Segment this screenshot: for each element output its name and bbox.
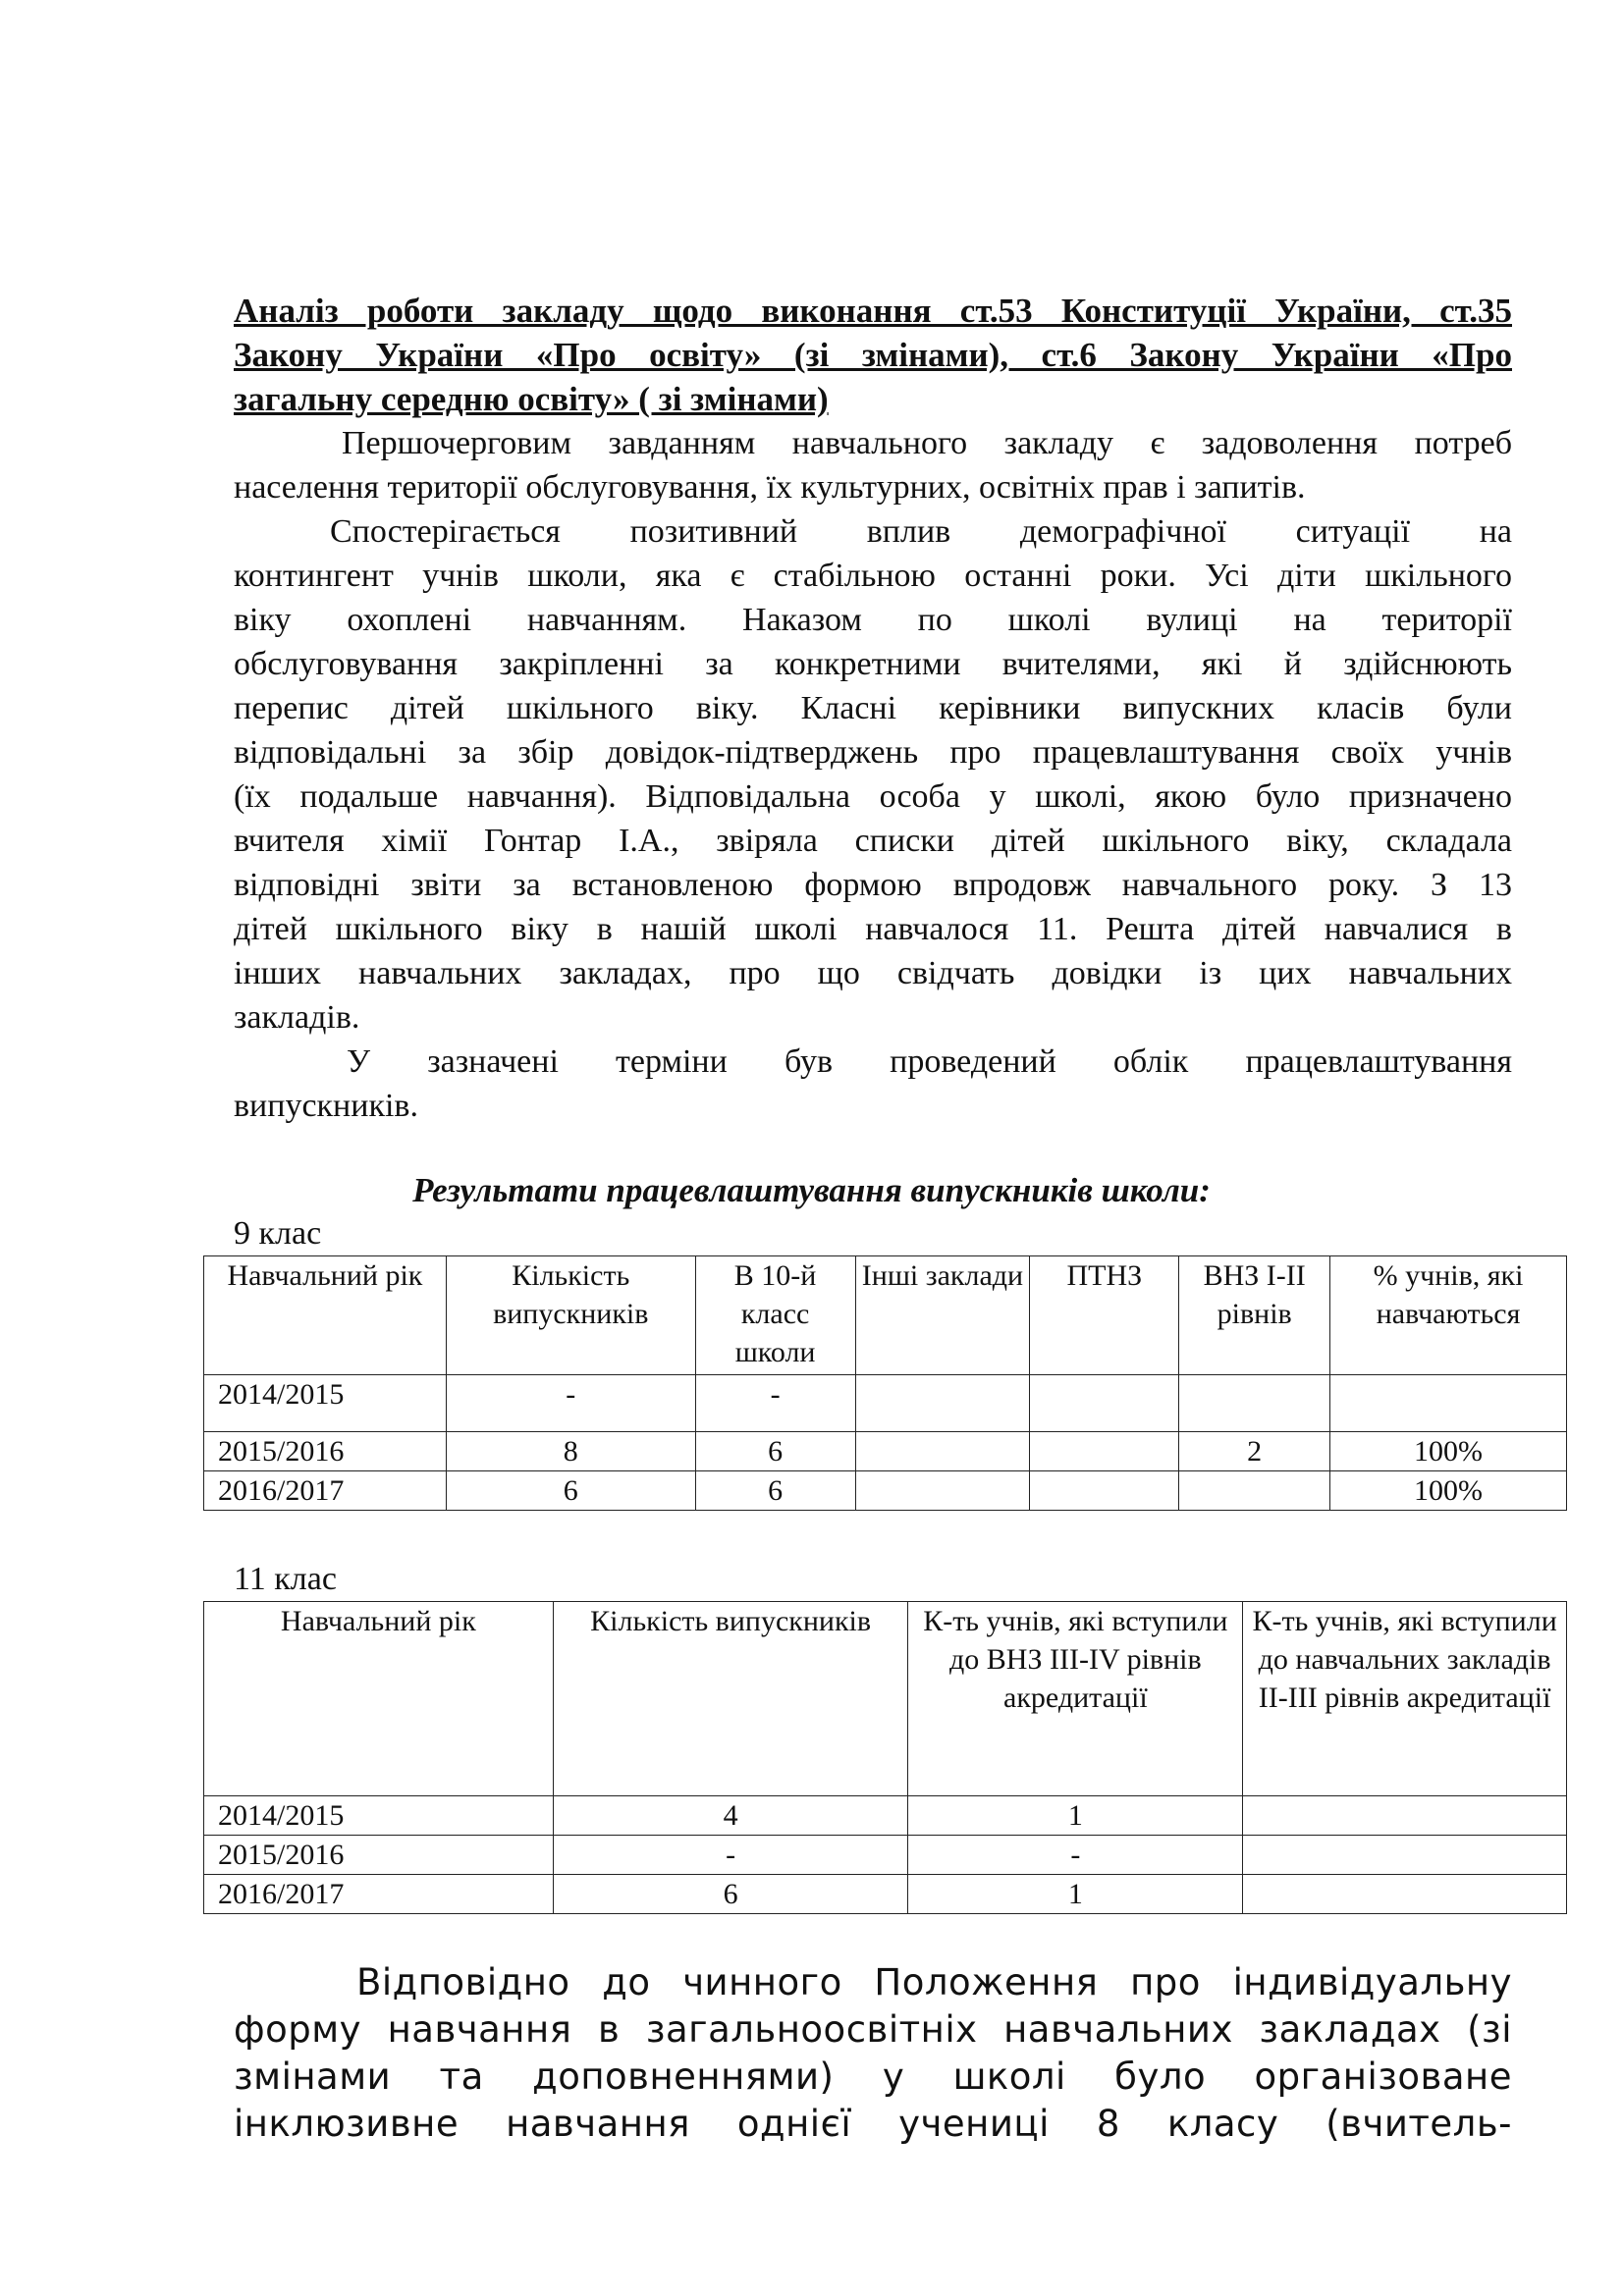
table-cell bbox=[1179, 1375, 1330, 1432]
text-line: відповідальні за збір довідок-підтверджень про працевлаштування своїх учнів bbox=[234, 734, 1512, 771]
table-cell: 2016/2017 bbox=[204, 1875, 554, 1914]
text-line: форму навчання в загальноосвітніх навчальних закладах (зі bbox=[234, 2008, 1512, 2051]
paragraph-2 bbox=[234, 509, 1512, 1040]
results-caption: Результати працевлаштування випускників школи: bbox=[412, 1171, 1211, 1209]
paragraph-3 bbox=[234, 1040, 1512, 1128]
header-cell: Навчальний рік bbox=[204, 1256, 447, 1375]
table-row bbox=[204, 1432, 1567, 1471]
table-cell: - bbox=[446, 1375, 695, 1432]
table-cell bbox=[1030, 1432, 1179, 1471]
text-line: відповідні звіти за встановленою формою впродовж навчального року. З 13 bbox=[234, 867, 1512, 903]
table-cell: 1 bbox=[908, 1796, 1243, 1836]
table-row bbox=[204, 1875, 1567, 1914]
text-line: інших навчальних закладах, про що свідчать довідки із цих навчальних bbox=[234, 955, 1512, 991]
table-cell: 6 bbox=[695, 1471, 855, 1511]
table-cell bbox=[855, 1471, 1030, 1511]
table-cell: - bbox=[908, 1836, 1243, 1875]
table-header-row bbox=[204, 1256, 1567, 1375]
table-11-label: 11 клас bbox=[234, 1561, 337, 1597]
header-cell: ПТНЗ bbox=[1030, 1256, 1179, 1375]
text-line: Відповідно до чинного Положення про індивідуальну bbox=[356, 1961, 1512, 2003]
table-cell: 100% bbox=[1330, 1432, 1567, 1471]
text-line: населення території обслуговування, їх культурних, освітніх прав і запитів. bbox=[234, 469, 1306, 506]
table-cell: 1 bbox=[908, 1875, 1243, 1914]
text-line: закладів. bbox=[234, 999, 360, 1036]
header-cell: Кількість випускників bbox=[553, 1602, 908, 1796]
section-heading bbox=[234, 289, 1512, 421]
text-line: Першочерговим завданням навчального закладу є задоволення потреб bbox=[342, 425, 1512, 461]
table-row bbox=[204, 1375, 1567, 1432]
header-cell: К-ть учнів, які вступили до навчальних закладів ІІ-ІІІ рівнів акредитації bbox=[1243, 1602, 1567, 1796]
text-line: випускників. bbox=[234, 1088, 418, 1124]
table-row bbox=[204, 1836, 1567, 1875]
text-line: Спостерігається позитивний вплив демографічної ситуації на bbox=[330, 513, 1512, 550]
text-line: дітей шкільного віку в нашій школі навчалося 11. Решта дітей навчалися в bbox=[234, 911, 1512, 947]
table-cell bbox=[1243, 1796, 1567, 1836]
table-cell: - bbox=[695, 1375, 855, 1432]
heading-line: Закону України «Про освіту» (зі змінами), ст.6 Закону України «Про bbox=[234, 336, 1512, 374]
table-cell bbox=[1030, 1375, 1179, 1432]
text-line: вчителя хімії Гонтар І.А., звіряла списки дітей шкільного віку, складала bbox=[234, 823, 1512, 859]
text-line: обслуговування закріпленні за конкретними вчителями, які й здійснюють bbox=[234, 646, 1512, 682]
table-cell bbox=[855, 1375, 1030, 1432]
text-line: змінами та доповненнями) у школі було організоване bbox=[234, 2056, 1512, 2098]
table-cell: 8 bbox=[446, 1432, 695, 1471]
table-cell: 2 bbox=[1179, 1432, 1330, 1471]
table-cell: 6 bbox=[695, 1432, 855, 1471]
header-cell: К-ть учнів, які вступили до ВНЗ ІІІ-ІV рівнів акредитації bbox=[908, 1602, 1243, 1796]
table-cell bbox=[855, 1432, 1030, 1471]
paragraph-1 bbox=[234, 421, 1512, 509]
heading-line: загальну середню освіту» ( зі змінами) bbox=[234, 380, 829, 418]
table-cell: 100% bbox=[1330, 1471, 1567, 1511]
header-cell: Навчальний рік bbox=[204, 1602, 554, 1796]
header-cell: % учнів, які навчаються bbox=[1330, 1256, 1567, 1375]
table-cell: 6 bbox=[553, 1875, 908, 1914]
table-11-grade bbox=[203, 1601, 1567, 1914]
table-row bbox=[204, 1796, 1567, 1836]
table-header-row bbox=[204, 1602, 1567, 1796]
table-cell bbox=[1030, 1471, 1179, 1511]
header-cell: ВНЗ І-ІІ рівнів bbox=[1179, 1256, 1330, 1375]
table-cell: 2014/2015 bbox=[204, 1796, 554, 1836]
table-cell: 2016/2017 bbox=[204, 1471, 447, 1511]
table-cell: 2014/2015 bbox=[204, 1375, 447, 1432]
header-cell: Кількість випускників bbox=[446, 1256, 695, 1375]
table-cell: 4 bbox=[553, 1796, 908, 1836]
table-cell bbox=[1243, 1836, 1567, 1875]
table-cell: 2015/2016 bbox=[204, 1432, 447, 1471]
table-cell: 2015/2016 bbox=[204, 1836, 554, 1875]
text-line: інклюзивне навчання однієї учениці 8 класу (вчитель- bbox=[234, 2103, 1512, 2145]
table-cell bbox=[1179, 1471, 1330, 1511]
header-cell: Інші заклади bbox=[855, 1256, 1030, 1375]
text-line: (їх подальше навчання). Відповідальна особа у школі, якою було призначено bbox=[234, 778, 1512, 815]
paragraph-4 bbox=[234, 1959, 1512, 2148]
table-row bbox=[204, 1471, 1567, 1511]
text-line: У зазначені терміни був проведений облік працевлаштування bbox=[347, 1043, 1512, 1080]
text-line: віку охоплені навчанням. Наказом по школі вулиці на території bbox=[234, 602, 1512, 638]
table-cell bbox=[1243, 1875, 1567, 1914]
text-line: перепис дітей шкільного віку. Класні керівники випускних класів були bbox=[234, 690, 1512, 726]
table-cell: 6 bbox=[446, 1471, 695, 1511]
table-9-label: 9 клас bbox=[234, 1215, 322, 1252]
heading-line: Аналіз роботи закладу щодо виконання ст.53 Конституції України, ст.35 bbox=[234, 292, 1512, 330]
table-9-grade bbox=[203, 1255, 1567, 1511]
text-line: контингент учнів школи, яка є стабільною останні роки. Усі діти шкільного bbox=[234, 558, 1512, 594]
table-cell: - bbox=[553, 1836, 908, 1875]
header-cell: В 10-й класс школи bbox=[695, 1256, 855, 1375]
table-cell bbox=[1330, 1375, 1567, 1432]
